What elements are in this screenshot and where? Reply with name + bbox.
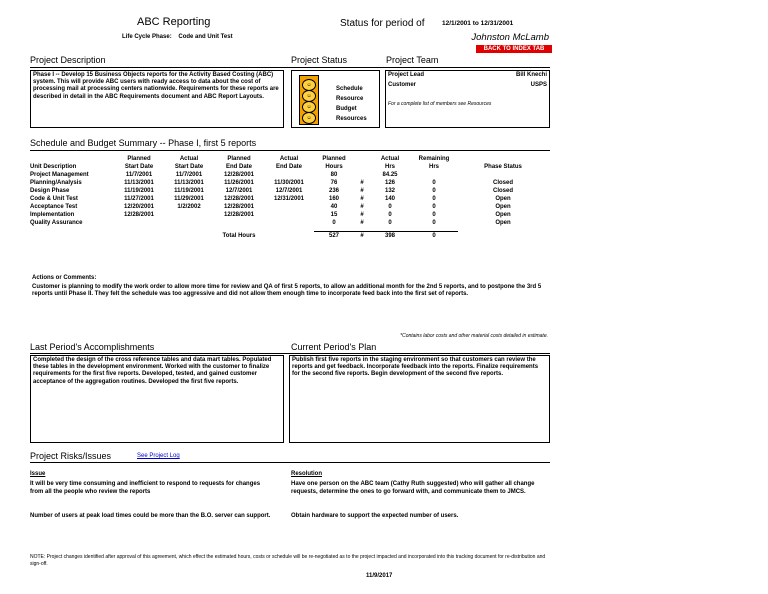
col-head: Remaining <box>418 156 450 162</box>
total-actual: 398 <box>370 232 410 241</box>
col-head: End Date <box>225 164 252 170</box>
table-cell: Open <box>495 204 511 210</box>
table-cell: Closed <box>492 188 513 194</box>
col-head: Unit Description <box>30 164 77 170</box>
col-head <box>458 155 548 163</box>
table-cell: 0 <box>432 220 436 226</box>
plan-text: Publish first five reports in the staging environment so that customers can review the reports and get feedback. Incorporate feedback into the reports. Finalize requirements for the second five reports. Begin development of the second five reports. <box>292 357 539 378</box>
col-head: End Date <box>275 164 302 170</box>
project-log-link[interactable]: See Project Log <box>137 453 180 459</box>
resource-light-icon: ☺ <box>302 90 316 102</box>
table-cell: 11/29/2001 <box>174 196 204 202</box>
resolution-2: Obtain hardware to support the expected number of users. <box>291 513 459 519</box>
status-list <box>336 84 367 124</box>
status-item-resources: Resources <box>336 116 367 122</box>
table-cell: 0 <box>388 212 392 218</box>
team-note: For a complete list of members see Resources <box>388 101 492 107</box>
table-cell: Open <box>495 196 511 202</box>
table-cell: Implementation <box>30 212 75 218</box>
project-description-text: Phase I -- Develop 15 Business Objects reports for the Activity Based Costing (ABC) system. This will provide ABC users with ready access to data about the cost of processing mail at processing centers nationwide. Requirements for these reports are described in detail in the ABC Requirements document and ABC Report Layouts. <box>33 72 279 100</box>
back-to-index-link[interactable]: BACK TO INDEX TAB <box>476 45 552 53</box>
table-cell: Project Management <box>30 172 89 178</box>
footnote: *Contains labor costs and other material costs detailed in estimate. <box>400 333 548 339</box>
table-cell: 236 <box>328 188 339 194</box>
table-cell: 15 <box>330 212 338 218</box>
table-cell: 0 <box>388 220 392 226</box>
table-cell: 12/28/2001 <box>123 212 155 218</box>
schedule-header-row-1 <box>28 155 548 163</box>
col-head: Planned <box>127 156 151 162</box>
customer-label: Customer <box>388 82 417 88</box>
col-head: Hours <box>325 164 343 170</box>
accomplishments-box <box>30 355 284 443</box>
schedule-table <box>28 155 548 240</box>
col-head: Start Date <box>174 164 204 170</box>
schedule-total-row <box>28 232 548 241</box>
col-head: Hrs <box>384 164 395 170</box>
resources-light-icon: ☺ <box>302 112 316 124</box>
table-row <box>28 195 548 203</box>
table-cell: Open <box>495 212 511 218</box>
accomplishments-text: Completed the design of the cross reference tables and data mart tables. Populated these tables in the development environment. Worked with the customer to finalize requirements for the first five reports. Developed, tested, and gained customer acceptance of the aggregation routines. Developed the first five reports. <box>33 357 272 385</box>
table-row <box>28 203 548 211</box>
project-lead-label: Project Lead <box>388 72 425 78</box>
accomplishments-heading: Last Period's Accomplishments <box>30 342 155 352</box>
table-cell: 132 <box>384 188 395 194</box>
risks-divider <box>30 462 550 463</box>
table-cell: 0 <box>332 220 336 226</box>
table-row <box>28 179 548 187</box>
table-cell: Quality Assurance <box>30 220 83 226</box>
schedule-heading: Schedule and Budget Summary -- Phase I, first 5 reports <box>30 138 257 148</box>
schedule-header-row-2 <box>28 163 548 171</box>
project-description-box <box>30 70 284 128</box>
project-description-heading: Project Description <box>30 55 106 65</box>
total-hash: # <box>354 232 370 241</box>
table-cell: Design Phase <box>30 188 70 194</box>
accomplishments-divider <box>30 353 550 354</box>
issue-1: It will be very time consuming and inefficient to respond to requests for changes from all the people who review the reports <box>30 481 261 495</box>
table-cell <box>410 171 458 179</box>
total-planned: 527 <box>314 232 354 241</box>
resolution-label: Resolution <box>291 471 322 477</box>
table-cell: 12/20/2001 <box>123 204 155 210</box>
status-period-label: Status for period of <box>340 18 425 29</box>
issue-2: Number of users at peak load times could be more than the B.O. server can support. <box>30 513 271 519</box>
table-cell <box>114 219 164 227</box>
table-cell: 11/26/2001 <box>224 180 254 186</box>
author-name: Johnston McLamb <box>471 32 549 43</box>
schedule-body <box>28 171 548 227</box>
project-team-heading: Project Team <box>386 55 439 65</box>
col-head: Actual <box>179 156 199 162</box>
footer-date: 11/9/2017 <box>366 573 393 579</box>
table-cell: 12/31/2001 <box>273 196 305 202</box>
col-head: Phase Status <box>484 164 522 170</box>
table-cell: 126 <box>384 180 395 186</box>
table-cell: 84.25 <box>382 172 398 178</box>
table-cell: # <box>360 220 364 226</box>
col-head <box>28 155 114 163</box>
table-cell: 11/7/2001 <box>125 172 153 178</box>
col-head <box>354 155 370 163</box>
project-status-box <box>291 70 380 128</box>
table-cell: # <box>360 180 364 186</box>
project-lead-name: Bill Knechi <box>515 72 547 78</box>
col-head: Hrs <box>428 164 439 170</box>
col-head <box>354 163 370 171</box>
table-cell <box>264 211 314 219</box>
table-cell: 12/7/2001 <box>225 188 253 194</box>
total-remaining: 0 <box>410 232 458 241</box>
table-cell: # <box>360 212 364 218</box>
table-cell: 12/28/2001 <box>223 212 255 218</box>
table-cell: Acceptance Test <box>30 204 78 210</box>
table-cell: Planning/Analysis <box>30 180 82 186</box>
table-cell: # <box>360 196 364 202</box>
status-item-schedule: Schedule <box>336 86 363 92</box>
status-item-resource: Resource <box>336 96 364 102</box>
status-item-budget: Budget <box>336 106 357 112</box>
total-hours-label: Total Hours <box>222 232 256 239</box>
table-cell: Closed <box>492 180 513 186</box>
col-head: Actual <box>380 156 400 162</box>
actions-heading: Actions or Comments: <box>32 275 97 281</box>
table-cell: 140 <box>384 196 395 202</box>
life-cycle-phase: Life Cycle Phase: Code and Unit Test <box>122 34 233 40</box>
actions-box <box>30 274 550 330</box>
schedule-light-icon: ☺ <box>302 79 316 91</box>
status-period: 12/1/2001 to 12/31/2001 <box>442 20 514 27</box>
table-cell: 40 <box>330 204 338 210</box>
table-cell: 0 <box>432 196 436 202</box>
col-head: Start Date <box>124 164 154 170</box>
table-cell: 11/13/2001 <box>174 180 204 186</box>
budget-light-icon: ☺ <box>302 101 316 113</box>
table-cell: 0 <box>388 204 392 210</box>
project-team-box <box>385 70 550 128</box>
table-cell: 12/7/2001 <box>275 188 303 194</box>
table-row <box>28 171 548 179</box>
report-title: ABC Reporting <box>137 16 211 28</box>
table-cell: 0 <box>432 188 436 194</box>
table-cell <box>264 203 314 211</box>
project-status-heading: Project Status <box>291 55 348 65</box>
table-cell: 0 <box>432 212 436 218</box>
risks-heading: Project Risks/Issues <box>30 451 112 461</box>
plan-heading: Current Period's Plan <box>291 342 377 352</box>
table-cell: 11/27/2001 <box>124 196 154 202</box>
footer-note: NOTE: Project changes identified after approval of this agreement, which effect the estimated hours, costs or schedule will be re-negotiated as to the project impacted and incorporated into this tracking document for re-distribution and sign-off. <box>30 554 546 567</box>
table-cell <box>458 171 548 179</box>
table-cell: 12/28/2001 <box>223 196 255 202</box>
table-cell: 11/7/2001 <box>175 172 203 178</box>
table-cell <box>214 219 264 227</box>
actions-text: Customer is planning to modify the work order to allow more time for review and QA of first 5 reports, to allow an additional month for the 2nd 5 reports, and to postpone the 3rd 5 reports until Phase II. They felt the schedule was too aggressive and did not allow them enough time to incorporate feed back into the first set of reports. <box>32 284 542 298</box>
table-cell: Open <box>495 220 511 226</box>
table-cell: 0 <box>432 204 436 210</box>
table-cell: 11/19/2001 <box>174 188 204 194</box>
header-divider <box>30 67 550 68</box>
table-cell: 11/19/2001 <box>124 188 154 194</box>
table-cell: # <box>360 204 364 210</box>
table-cell: 11/13/2001 <box>124 180 154 186</box>
table-cell: 11/30/2001 <box>274 180 304 186</box>
col-head: Actual <box>279 156 299 162</box>
table-cell <box>164 219 214 227</box>
table-cell: 160 <box>328 196 339 202</box>
col-head: Planned <box>227 156 251 162</box>
table-cell: 80 <box>330 172 338 178</box>
table-row <box>28 211 548 219</box>
table-cell: 0 <box>432 180 436 186</box>
plan-box <box>289 355 550 443</box>
issue-label: Issue <box>30 471 46 477</box>
table-cell: 76 <box>330 180 338 186</box>
customer-name: USPS <box>530 82 547 88</box>
col-head: Planned <box>322 156 346 162</box>
table-row <box>28 219 548 227</box>
schedule-divider <box>30 150 550 151</box>
table-row <box>28 187 548 195</box>
table-cell <box>354 171 370 179</box>
table-cell: # <box>360 188 364 194</box>
table-cell <box>264 219 314 227</box>
table-cell: 12/28/2001 <box>223 172 255 178</box>
table-cell: 1/2/2002 <box>177 204 201 210</box>
table-cell: Code & Unit Test <box>30 196 78 202</box>
resolution-1: Have one person on the ABC team (Cathy Ruth suggested) who will gather all change requests, determine the ones to go forward with, and communicate them to JMCS. <box>291 481 535 495</box>
table-cell: 12/28/2001 <box>223 204 255 210</box>
table-cell <box>264 171 314 179</box>
table-cell <box>164 211 214 219</box>
